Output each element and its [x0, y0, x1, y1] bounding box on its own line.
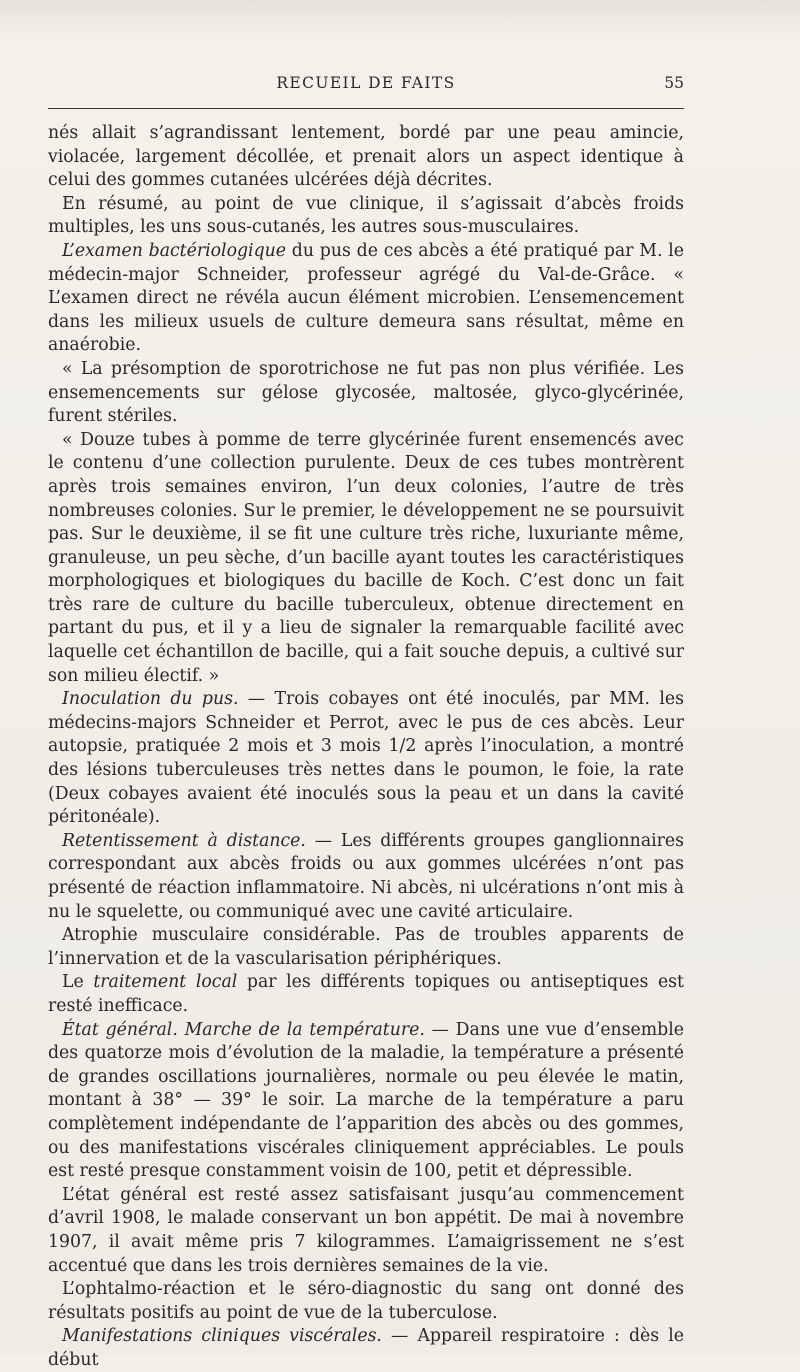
paragraph [48, 1019, 684, 1184]
paragraph-text: — Appareil respiratoire : dès le début [48, 1326, 684, 1370]
paragraph-text: Atrophie musculaire considérable. Pas de troubles apparents de l’innervation et de la vascularisation périphériques. [48, 925, 684, 969]
paragraph-text: « Douze tubes à pomme de terre glycérinée furent ensemencés avec le contenu d’une collection purulente. Deux de ces tubes montrèrent après trois semaines environ, l’un deux colonies, l’autre de très nombreuses colonies. Sur le premier, le développement ne se poursuivit pas. Sur le deuxième, il se fit une culture très riche, luxuriante même, granuleuse, un peu sèche, d’un bacille ayant toutes les caractéristiques morphologiques et biologiques du bacille de Koch. C’est donc un fait très rare de culture du bacille tuberculeux, obtenue directement en partant du pus, et il y a lieu de signaler la remarquable facilité avec laquelle cet échantillon de bacille, qui a fait souche depuis, a cultivé sur son milieu électif. » [48, 429, 684, 686]
running-header [48, 74, 684, 100]
paragraph [48, 122, 684, 193]
paragraph-text: — Les différents groupes ganglionnaires correspondant aux abcès froids ou aux gommes ulcérées n’ont pas présenté de réaction inflammatoire. Ni abcès, ni ulcérations n’ont mis à nu le squelette, ou communiqué avec une cavité articulaire. [48, 830, 685, 922]
header-rule [48, 108, 684, 109]
paragraph [48, 1184, 684, 1278]
paragraph-text: L’ophtalmo-réaction et le séro-diagnostic du sang ont donné des résultats positifs au point de vue de la tuberculose. [48, 1279, 684, 1323]
paragraph-prefix: Le [62, 972, 94, 993]
running-title: RECUEIL DE FAITS [276, 74, 456, 92]
paragraph-text: du pus de ces abcès a été pratiqué par M. le médecin-major Schneider, professeur agrégé du Val-de-Grâce. « L’examen direct ne révéla aucun élément microbien. L’ensemencement dans les milieux usuels de culture demeura sans résultat, même en anaérobie. [48, 240, 685, 356]
paragraph [48, 358, 684, 429]
paragraph-text: par les différents topiques ou antiseptiques est resté inefficace. [48, 972, 684, 1016]
page-edge-shadow [0, 0, 800, 40]
paragraph [48, 688, 684, 830]
paragraph-text: — Dans une vue d’ensemble des quatorze mois d’évolution de la maladie, la température a présenté de grandes oscillations journalières, normale ou peu élevée le matin, montant à 38° — 39° le soir. La marche de la température a paru complètement indépendante de l’apparition des abcès ou des gommes, ou des manifestations viscérales cliniquement appréciables. Le pouls est resté presque constamment voisin de 100, petit et dépressible. [48, 1019, 684, 1182]
paragraph [48, 830, 684, 924]
paragraph [48, 193, 684, 240]
body-text [48, 122, 684, 1372]
paragraph-text: « La présomption de sporotrichose ne fut pas non plus vérifiée. Les ensemencements sur gélose glycosée, maltosée, glyco-glycérinée, furent stériles. [48, 358, 684, 427]
paragraph-text: En résumé, au point de vue clinique, il s’agissait d’abcès froids multiples, les uns sous-cutanés, les autres sous-musculaires. [48, 193, 684, 238]
page-number: 55 [664, 74, 684, 92]
paragraph [48, 924, 684, 971]
paragraph-text: L’état général est resté assez satisfaisant jusqu’au commencement d’avril 1908, le malade conservant un bon appétit. De mai à novembre 1907, il avait même pris 7 kilogrammes. L’amaigrissement ne s’est accentué que dans les trois dernières semaines de la vie. [48, 1184, 684, 1276]
section-lead: Retentissement à distance. [62, 830, 306, 851]
paragraph [48, 1278, 684, 1325]
section-lead: Inoculation du pus. [62, 689, 239, 710]
section-lead: Manifestations cliniques viscérales. [62, 1326, 382, 1347]
paragraph [48, 240, 684, 358]
paragraph [48, 1325, 684, 1372]
italic-term: traitement local [93, 972, 238, 993]
section-lead: L’examen bactériologique [62, 240, 286, 261]
paragraph [48, 971, 684, 1018]
paragraph [48, 429, 684, 689]
section-lead: État général. Marche de la température. [62, 1019, 425, 1040]
paragraph-text: — Trois cobayes ont été inoculés, par MM. les médecins-majors Schneider et Perrot, avec le pus de ces abcès. Leur autopsie, pratiquée 2 mois et 3 mois 1/2 après l’inoculation, a montré des lésions tuberculeuses très nettes dans le poumon, le foie, la rate (Deux cobayes avaient été inoculés sous la peau et un dans la cavité péritonéale). [48, 689, 684, 828]
paragraph-text: nés allait s’agrandissant lentement, bordé par une peau amincie, violacée, largement décollée, et prenait alors un aspect identique à celui des gommes cutanées ulcérées déjà décrites. [48, 123, 684, 191]
